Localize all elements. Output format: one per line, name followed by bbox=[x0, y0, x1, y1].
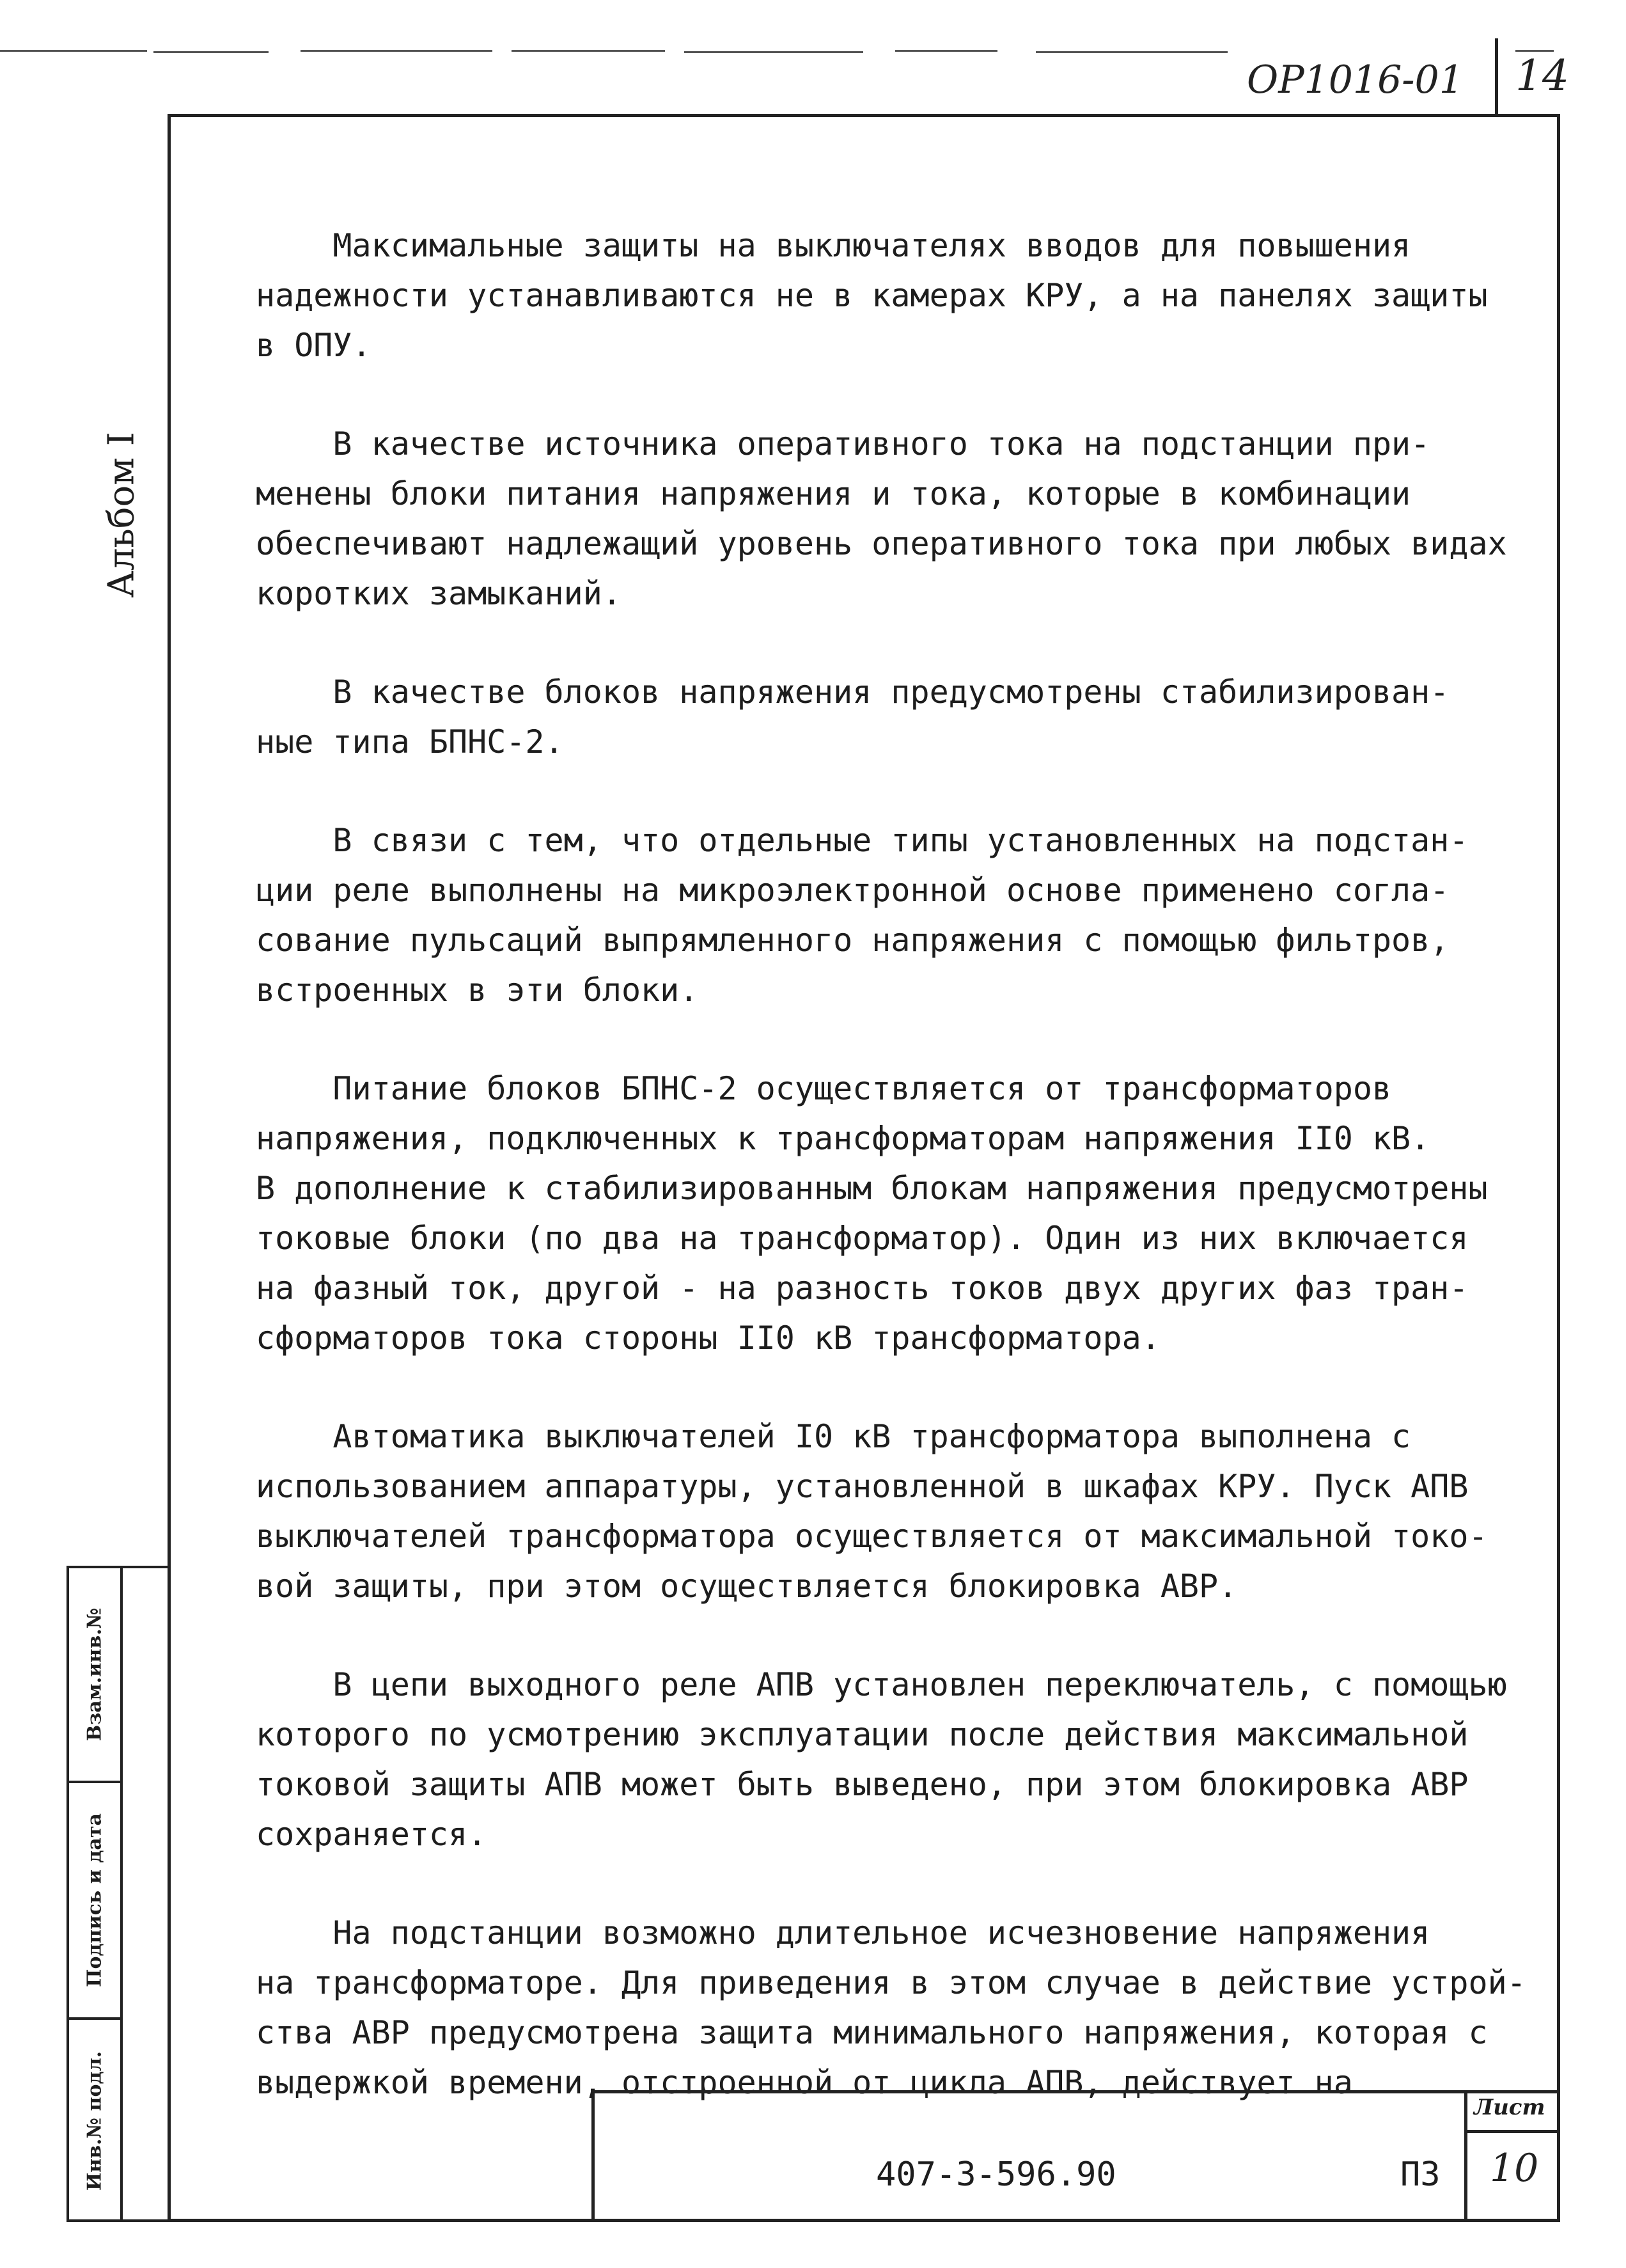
paragraph bbox=[256, 1660, 1547, 1859]
doc-number: 407-3-596.90 bbox=[876, 2155, 1116, 2194]
text-line: токовые блоки (по два на трансформатор). Один из них включается bbox=[256, 1220, 1469, 1257]
paragraph bbox=[256, 1908, 1547, 2107]
text-line: использованием аппаратуры, установленной в шкафах КРУ. Пуск АПВ bbox=[256, 1468, 1469, 1505]
stamp-column bbox=[69, 1568, 120, 2219]
text-line: сование пульсаций выпрямленного напряжения с помощью фильтров, bbox=[256, 922, 1450, 959]
title-block-divider bbox=[1464, 2130, 1560, 2133]
stamp-cell-label: Подпись и дата bbox=[83, 1813, 106, 1987]
text-line: обеспечивают надлежащий уровень оперативного тока при любых видах bbox=[256, 525, 1507, 562]
text-line: В цепи выходного реле АПВ установлен переключатель, с помощью bbox=[256, 1666, 1507, 1703]
paragraph bbox=[256, 667, 1547, 767]
album-label bbox=[83, 416, 160, 614]
text-line: токовой защиты АПВ может быть выведено, при этом блокировка АВР bbox=[256, 1766, 1469, 1803]
stamp-cell-replacement-inv bbox=[69, 1568, 120, 1783]
side-stamp bbox=[66, 1566, 169, 2222]
text-line: На подстанции возможно длительное исчезновение напряжения bbox=[256, 1914, 1430, 1951]
text-line: сохраняется. bbox=[256, 1816, 487, 1853]
text-line: сформаторов тока стороны II0 кВ трансформатора. bbox=[256, 1319, 1161, 1357]
text-line: на трансформаторе. Для приведения в этом случае в действие устрой- bbox=[256, 1964, 1526, 2001]
text-line: встроенных в эти блоки. bbox=[256, 972, 699, 1009]
doc-section: ПЗ bbox=[1400, 2155, 1441, 2194]
paragraph bbox=[256, 1064, 1547, 1363]
text-line: В связи с тем, что отдельные типы установленных на подстан- bbox=[256, 822, 1469, 859]
header-divider bbox=[1495, 38, 1498, 115]
text-line: В качестве блоков напряжения предусмотрены стабилизирован- bbox=[256, 673, 1450, 711]
text-line: коротких замыканий. bbox=[256, 575, 621, 612]
page-number-handwritten: 14 bbox=[1515, 51, 1569, 100]
text-line: в ОПУ. bbox=[256, 327, 371, 364]
text-line: ции реле выполнены на микроэлектронной основе применено согла- bbox=[256, 872, 1450, 909]
sheet-number: 10 bbox=[1490, 2146, 1539, 2191]
text-line: В качестве источника оперативного тока на подстанции при- bbox=[256, 425, 1430, 462]
paragraph bbox=[256, 1412, 1547, 1611]
paragraph bbox=[256, 221, 1547, 370]
stamp-divider bbox=[120, 1568, 123, 2219]
title-block-divider bbox=[1464, 2090, 1467, 2222]
text-line: Питание блоков БПНС-2 осуществляется от трансформаторов bbox=[256, 1070, 1392, 1107]
text-line: ные типа БПНС-2. bbox=[256, 723, 564, 760]
text-line: на фазный ток, другой - на разность токов двух других фаз тран- bbox=[256, 1270, 1469, 1307]
text-line: которого по усмотрению эксплуатации после действия максимальной bbox=[256, 1716, 1469, 1753]
text-line: ства АВР предусмотрена защита минимального напряжения, которая с bbox=[256, 2014, 1488, 2051]
album-label-text: Альбом I bbox=[100, 432, 143, 598]
doc-code-handwritten: ОР1016-01 bbox=[1247, 58, 1464, 102]
text-line: напряжения, подключенных к трансформаторам напряжения II0 кВ. bbox=[256, 1120, 1430, 1157]
paragraph bbox=[256, 419, 1547, 618]
stamp-cell-label: Взам.инв.№ bbox=[83, 1607, 106, 1742]
stamp-cell-label: Инв.№ подл. bbox=[83, 2051, 106, 2191]
text-line: В дополнение к стабилизированным блокам напряжения предусмотрены bbox=[256, 1170, 1488, 1207]
text-line: Автоматика выключателей I0 кВ трансформатора выполнена с bbox=[256, 1418, 1411, 1455]
text-line: Максимальные защиты на выключателях вводов для повышения bbox=[256, 227, 1411, 264]
text-line: вой защиты, при этом осуществляется блокировка АВР. bbox=[256, 1568, 1238, 1605]
paragraph bbox=[256, 815, 1547, 1015]
text-line: менены блоки питания напряжения и тока, которые в комбинации bbox=[256, 475, 1411, 512]
stamp-cell-original-inv bbox=[69, 2020, 120, 2222]
text-line: выдержкой времени, отстроенной от цикла АПВ, действует на bbox=[256, 2064, 1353, 2101]
text-line: надежности устанавливаются не в камерах КРУ, а на панелях защиты bbox=[256, 277, 1488, 314]
sheet-label: Лист bbox=[1474, 2095, 1545, 2120]
stamp-cell-signature-date bbox=[69, 1783, 120, 2020]
text-line: выключателей трансформатора осуществляется от максимальной токо- bbox=[256, 1518, 1488, 1555]
body-text bbox=[256, 221, 1547, 2156]
